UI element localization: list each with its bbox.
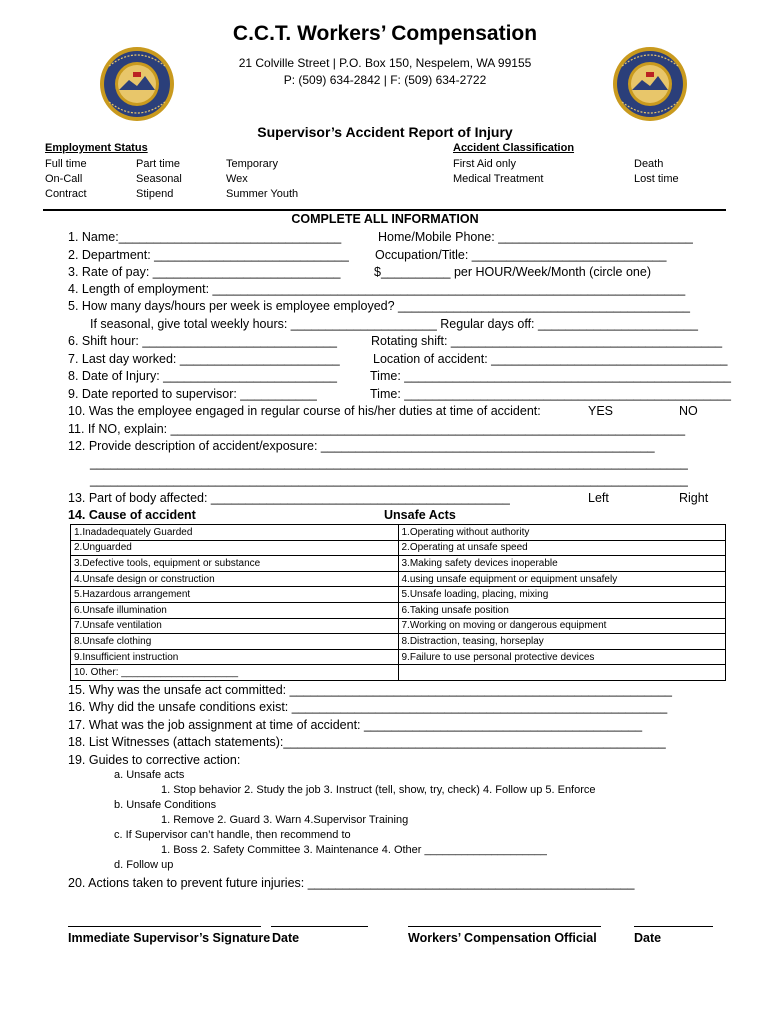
unsafe-act-item[interactable]: 8.Distraction, teasing, horseplay [398, 634, 726, 650]
employment-option[interactable]: Stipend [136, 188, 174, 200]
employment-option[interactable]: Temporary [226, 158, 278, 170]
supervisor-signature-line[interactable] [68, 926, 261, 927]
official-signature-line[interactable] [408, 926, 601, 927]
guide-a-label: a. Unsafe acts [114, 769, 185, 781]
q13-right-option[interactable]: Right [679, 491, 709, 505]
supervisor-date-label: Date [272, 931, 300, 945]
cause-table-row [71, 649, 726, 665]
q7-last-day-field[interactable]: 7. Last day worked: _______________________ [68, 352, 340, 366]
q8-date-field[interactable]: 8. Date of Injury: _________________________ [68, 369, 337, 383]
employment-option[interactable]: Summer Youth [226, 188, 299, 200]
cause-item[interactable]: 7.Unsafe ventilation [71, 618, 399, 634]
cause-table-row [71, 556, 726, 572]
classification-option[interactable]: Lost time [634, 173, 679, 185]
cause-item[interactable]: 5.Hazardous arrangement [71, 587, 399, 603]
employment-option[interactable]: Contract [45, 188, 87, 200]
cause-item[interactable]: 4.Unsafe design or construction [71, 571, 399, 587]
q7-location-field[interactable]: Location of accident: __________________________________ [373, 352, 728, 366]
accident-classification-heading: Accident Classification [453, 142, 575, 154]
cause-item[interactable]: 9.Insufficient instruction [71, 649, 399, 665]
q20-actions-field[interactable]: 20. Actions taken to prevent future injuries: _______________________________________________ [68, 876, 635, 890]
unsafe-act-item[interactable]: 4.using unsafe equipment or equipment unsafely [398, 571, 726, 587]
unsafe-act-item[interactable]: 3.Making safety devices inoperable [398, 556, 726, 572]
employment-option[interactable]: On-Call [45, 173, 83, 185]
q15-why-act-field[interactable]: 15. Why was the unsafe act committed: _______________________________________________________ [68, 683, 672, 697]
q18-witnesses-field[interactable]: 18. List Witnesses (attach statements):_______________________________________________________ [68, 735, 666, 749]
unsafe-act-item[interactable] [398, 665, 726, 681]
q1-phone-field[interactable]: Home/Mobile Phone: ____________________________ [378, 230, 693, 244]
supervisor-date-line[interactable] [271, 926, 368, 927]
cause-table-row [71, 571, 726, 587]
classification-option[interactable]: First Aid only [453, 158, 516, 170]
supervisor-signature-label: Immediate Supervisor’s Signature [68, 931, 271, 945]
q13-body-part-field[interactable]: 13. Part of body affected: ___________________________________________ [68, 491, 510, 505]
guide-b-steps: 1. Remove 2. Guard 3. Warn 4.Supervisor Training [161, 814, 409, 826]
guide-b-label: b. Unsafe Conditions [114, 799, 217, 811]
phone-line: P: (509) 634-2842 | F: (509) 634-2722 [283, 73, 487, 87]
q19-guides-heading: 19. Guides to corrective action: [68, 753, 241, 767]
q12-description-line[interactable]: ______________________________________________________________________________________ [90, 473, 688, 487]
cause-table-row [71, 602, 726, 618]
q10-no-option[interactable]: NO [679, 404, 698, 418]
cause-table-row [71, 540, 726, 556]
employment-status-heading: Employment Status [45, 142, 148, 154]
q2-department-field[interactable]: 2. Department: ____________________________ [68, 248, 349, 262]
guide-c-steps[interactable]: 1. Boss 2. Safety Committee 3. Maintenance 4. Other ____________________ [161, 844, 547, 856]
cause-item[interactable]: 1.Inadadequately Guarded [71, 525, 399, 541]
q9-reported-field[interactable]: 9. Date reported to supervisor: ___________ [68, 387, 317, 401]
tribal-seal-left [99, 46, 175, 122]
q16-why-conditions-field[interactable]: 16. Why did the unsafe conditions exist: ______________________________________________________ [68, 700, 668, 714]
complete-all-heading: COMPLETE ALL INFORMATION [291, 212, 479, 226]
q11-explain-field[interactable]: 11. If NO, explain: __________________________________________________________________________ [68, 422, 686, 436]
guide-c-label: c. If Supervisor can’t handle, then recommend to [114, 829, 351, 841]
official-date-line[interactable] [634, 926, 713, 927]
q6-rotating-field[interactable]: Rotating shift: _______________________________________ [371, 334, 723, 348]
q3-pay-field[interactable]: $__________ per HOUR/Week/Month (circle one) [374, 265, 651, 279]
q4-length-field[interactable]: 4. Length of employment: ____________________________________________________________________ [68, 282, 686, 296]
q9-time-field[interactable]: Time: _______________________________________________ [370, 387, 731, 401]
tribal-seal-right [612, 46, 688, 122]
classification-option[interactable]: Death [634, 158, 664, 170]
q8-time-field[interactable]: Time: _______________________________________________ [370, 369, 731, 383]
employment-option[interactable]: Wex [226, 173, 248, 185]
cause-table-row [71, 665, 726, 681]
unsafe-act-item[interactable]: 5.Unsafe loading, placing, mixing [398, 587, 726, 603]
cause-table-row [71, 618, 726, 634]
official-signature-label: Workers’ Compensation Official [408, 931, 597, 945]
classification-option[interactable]: Medical Treatment [453, 173, 544, 185]
cause-table-row [71, 587, 726, 603]
q13-left-option[interactable]: Left [588, 491, 609, 505]
unsafe-act-item[interactable]: 6.Taking unsafe position [398, 602, 726, 618]
unsafe-act-item[interactable]: 7.Working on moving or dangerous equipment [398, 618, 726, 634]
cause-table-row [71, 634, 726, 650]
q10-question: 10. Was the employee engaged in regular course of his/her duties at time of accident: [68, 404, 541, 418]
cause-item[interactable]: 3.Defective tools, equipment or substance [71, 556, 399, 572]
q3-rate-field[interactable]: 3. Rate of pay: ___________________________ [68, 265, 341, 279]
unsafe-act-item[interactable]: 2.Operating at unsafe speed [398, 540, 726, 556]
unsafe-act-item[interactable]: 1.Operating without authority [398, 525, 726, 541]
unsafe-act-item[interactable]: 9.Failure to use personal protective devices [398, 649, 726, 665]
employment-option[interactable]: Full time [45, 158, 87, 170]
q2-occupation-field[interactable]: Occupation/Title: ____________________________ [375, 248, 667, 262]
guide-d-label: d. Follow up [114, 859, 174, 871]
cause-item[interactable]: 6.Unsafe illumination [71, 602, 399, 618]
guide-a-steps: 1. Stop behavior 2. Study the job 3. Instruct (tell, show, try, check) 4. Follow up 5. Enforce [161, 784, 596, 796]
q14-cause-heading: 14. Cause of accident [68, 508, 196, 522]
q5-days-field[interactable]: 5. How many days/hours per week is employee employed? __________________________________________ [68, 299, 691, 313]
q14-unsafe-acts-heading: Unsafe Acts [384, 508, 456, 522]
q17-job-assignment-field[interactable]: 17. What was the job assignment at time of accident: ________________________________________ [68, 718, 643, 732]
cause-item[interactable]: 8.Unsafe clothing [71, 634, 399, 650]
form-title: Supervisor’s Accident Report of Injury [257, 124, 513, 140]
section-divider [43, 209, 726, 211]
employment-option[interactable]: Seasonal [136, 173, 182, 185]
q5-seasonal-field[interactable]: If seasonal, give total weekly hours: _____________________ Regular days off: _______________________ [90, 317, 698, 331]
cause-of-accident-table [70, 524, 726, 681]
q12-description-line[interactable]: ______________________________________________________________________________________ [90, 456, 688, 470]
cause-table-row [71, 525, 726, 541]
cause-item[interactable]: 2.Unguarded [71, 540, 399, 556]
q10-yes-option[interactable]: YES [588, 404, 614, 418]
official-date-label: Date [634, 931, 662, 945]
q12-description-field[interactable]: 12. Provide description of accident/exposure: ________________________________________________ [68, 439, 655, 453]
cause-item[interactable]: 10. Other: _____________________ [71, 665, 399, 681]
employment-option[interactable]: Part time [136, 158, 181, 170]
q1-name-field[interactable]: 1. Name:________________________________ [68, 230, 342, 244]
q6-shift-field[interactable]: 6. Shift hour: ____________________________ [68, 334, 338, 348]
organization-title: C.C.T. Workers’ Compensation [232, 22, 538, 45]
address-line: 21 Colville Street | P.O. Box 150, Nespelem, WA 99155 [238, 56, 532, 70]
